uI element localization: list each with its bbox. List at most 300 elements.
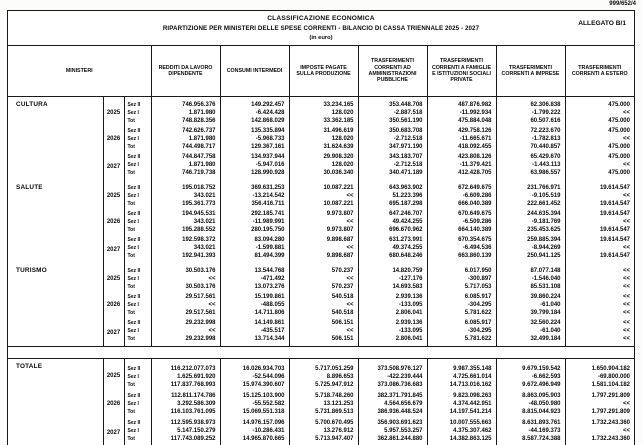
cell-value: 117.743.089.252: [151, 435, 220, 445]
cell-value: -61.040: [496, 301, 565, 309]
cell-value: <<: [565, 427, 634, 435]
cell-value: 540.518: [289, 291, 358, 301]
cell-value: -10.286.431: [220, 427, 289, 435]
cell-value: <<: [565, 109, 634, 117]
table-sheet: [7, 10, 635, 445]
cell-value: 362.861.244.880: [358, 435, 427, 445]
cell-value: -11.989.991: [220, 218, 289, 226]
year-label: 2027: [103, 416, 124, 445]
cell-value: 32.499.184: [496, 335, 565, 347]
cell-value: -6.609.286: [427, 192, 496, 200]
cell-value: 664.140.389: [427, 226, 496, 234]
cell-value: 6.085.917: [427, 317, 496, 327]
row-label: Tot: [124, 143, 151, 151]
cell-value: 15.069.551.318: [220, 408, 289, 416]
cell-value: -304.295: [427, 327, 496, 335]
ministry-name: SALUTE: [16, 184, 43, 191]
cell-value: 373.508.976.127: [358, 359, 427, 374]
cell-value: <<: [289, 192, 358, 200]
cell-value: 112.595.938.973: [151, 416, 220, 427]
cell-value: 244.635.394: [496, 208, 565, 218]
cell-value: 475.000: [565, 125, 634, 135]
cell-value: 5.147.150.279: [151, 427, 220, 435]
cell-value: 128.990.928: [220, 169, 289, 180]
cell-value: 742.626.737: [151, 125, 220, 135]
cell-value: 1.732.243.360: [565, 435, 634, 445]
cell-value: 356.416.711: [220, 200, 289, 208]
allegato-label: ALLEGATO B/1: [578, 20, 626, 27]
cell-value: 128.020: [289, 109, 358, 117]
column-header: TRASFERIMENTI CORRENTI A ESTERO: [565, 46, 634, 97]
year-label: 2025: [103, 97, 124, 126]
cell-value: 475.000: [565, 117, 634, 125]
cell-value: -11.992.934: [427, 109, 496, 117]
cell-value: 19.614.547: [565, 226, 634, 234]
cell-value: 631.273.991: [358, 234, 427, 244]
cell-value: -13.214.542: [220, 192, 289, 200]
cell-value: 149.292.457: [220, 97, 289, 110]
cell-value: <<: [565, 309, 634, 317]
cell-value: -435.517: [220, 327, 289, 335]
cell-value: 30.036.340: [289, 169, 358, 180]
cell-value: 353.448.708: [358, 97, 427, 110]
row-label: Sez I: [124, 244, 151, 252]
cell-value: 192.941.393: [151, 252, 220, 263]
row-label: Tot: [124, 435, 151, 445]
cell-value: 5.717.051.259: [289, 359, 358, 374]
cell-value: <<: [565, 291, 634, 301]
cell-value: 666.040.389: [427, 200, 496, 208]
cell-value: 14.713.016.162: [427, 381, 496, 389]
cell-value: 746.956.376: [151, 97, 220, 110]
cell-value: 3.292.586.309: [151, 400, 220, 408]
cell-value: 4.374.442.951: [427, 400, 496, 408]
cell-value: -5.968.733: [220, 135, 289, 143]
year-label: 2027: [103, 151, 124, 180]
cell-value: 231.766.971: [496, 180, 565, 192]
cell-value: 1.797.291.809: [565, 408, 634, 416]
cell-value: 695.187.298: [358, 200, 427, 208]
ministry-name: CULTURA: [16, 101, 48, 108]
cell-value: 10.087.221: [289, 200, 358, 208]
cell-value: 30.503.176: [151, 283, 220, 291]
row-label: Sez I: [124, 275, 151, 283]
cell-value: 19.614.547: [565, 200, 634, 208]
cell-value: 663.860.139: [427, 252, 496, 263]
cell-value: 13.714.344: [220, 335, 289, 347]
cell-value: 16.026.934.703: [220, 359, 289, 374]
column-header: TRASFERIMENTI CORRENTI A IMPRESE: [496, 46, 565, 97]
cell-value: 134.937.944: [220, 151, 289, 161]
page-subtitle: RIPARTIZIONE PER MINISTERI DELLE SPESE CORRENTI - BILANCIO DI CASSA TRIENNALE 2025 - 2027: [162, 24, 480, 32]
year-label: 2026: [103, 125, 124, 151]
cell-value: 5.700.670.495: [289, 416, 358, 427]
column-header: REDDITI DA LAVORO DIPENDENTE: [151, 46, 220, 97]
row-label: Sez I: [124, 427, 151, 435]
cell-value: -1.546.040: [496, 275, 565, 283]
column-header: TRASFERIMENTI CORRENTI A FAMIGLIE E ISTITUZIONI SOCIALI PRIVATE: [427, 46, 496, 97]
cell-value: -6.509.286: [427, 218, 496, 226]
cell-value: 30.503.176: [151, 263, 220, 275]
column-header: TRASFERIMENTI CORRENTI AD AMMINISTRAZIONI PUBBLICHE: [358, 46, 427, 97]
cell-value: 142.868.029: [220, 117, 289, 125]
cell-value: 65.429.670: [496, 151, 565, 161]
cell-value: 195.288.552: [151, 226, 220, 234]
cell-value: 10.007.555.663: [427, 416, 496, 427]
cell-value: 475.000: [565, 151, 634, 161]
cell-value: 49.374.255: [358, 244, 427, 252]
cell-value: -1.443.113: [496, 161, 565, 169]
cell-value: <<: [289, 327, 358, 335]
title-band: [8, 11, 634, 46]
cell-value: 29.517.561: [151, 291, 220, 301]
cell-value: <<: [565, 135, 634, 143]
cell-value: <<: [289, 244, 358, 252]
cell-value: 135.335.894: [220, 125, 289, 135]
cell-value: 1.871.980: [151, 109, 220, 117]
cell-value: <<: [565, 161, 634, 169]
cell-value: 128.020: [289, 135, 358, 143]
cell-value: 292.185.741: [220, 208, 289, 218]
cell-value: 343.021: [151, 192, 220, 200]
cell-value: -2.712.518: [358, 161, 427, 169]
cell-value: 9.898.687: [289, 234, 358, 244]
cell-value: <<: [151, 275, 220, 283]
cell-value: 32.560.224: [496, 317, 565, 327]
doc-number: 999/652/4: [609, 1, 636, 7]
cell-value: 194.945.531: [151, 208, 220, 218]
cell-value: 116.212.077.073: [151, 359, 220, 374]
cell-value: 2.806.041: [358, 309, 427, 317]
cell-value: 540.518: [289, 309, 358, 317]
cell-value: 9.898.687: [289, 252, 358, 263]
cell-value: 195.018.752: [151, 180, 220, 192]
cell-value: 13.276.912: [289, 427, 358, 435]
cell-value: 129.367.161: [220, 143, 289, 151]
row-label: Sez II: [124, 208, 151, 218]
row-label: Sez II: [124, 359, 151, 374]
cell-value: 506.151: [289, 335, 358, 347]
cell-value: 1.650.904.182: [565, 359, 634, 374]
cell-value: <<: [565, 317, 634, 327]
cell-value: 340.471.189: [358, 169, 427, 180]
year-label: 2027: [103, 234, 124, 263]
cell-value: 13.121.253: [289, 400, 358, 408]
year-label: 2025: [103, 180, 124, 208]
cell-value: 13.544.768: [220, 263, 289, 275]
cell-value: 62.306.838: [496, 97, 565, 110]
cell-value: <<: [565, 192, 634, 200]
cell-value: 744.498.717: [151, 143, 220, 151]
cell-value: 5.731.869.513: [289, 408, 358, 416]
table-header: [8, 46, 634, 97]
cell-value: 429.758.126: [427, 125, 496, 135]
row-label: Sez I: [124, 327, 151, 335]
cell-value: 19.614.547: [565, 252, 634, 263]
row-label: Sez I: [124, 400, 151, 408]
row-label: Sez I: [124, 301, 151, 309]
cell-value: -55.552.582: [220, 400, 289, 408]
cell-value: 14.820.759: [358, 263, 427, 275]
cell-value: <<: [565, 327, 634, 335]
cell-value: 87.077.148: [496, 263, 565, 275]
cell-value: 15.199.861: [220, 291, 289, 301]
cell-value: -6.424.428: [220, 109, 289, 117]
cell-value: 222.661.452: [496, 200, 565, 208]
cell-value: 8.896.653: [289, 373, 358, 381]
cell-value: 14.711.806: [220, 309, 289, 317]
column-header: CONSUMI INTERMEDI: [220, 46, 289, 97]
year-label: 2026: [103, 389, 124, 416]
row-label: Sez II: [124, 151, 151, 161]
spacer-band: [8, 347, 634, 359]
cell-value: 8.863.095.903: [496, 389, 565, 400]
cell-value: -133.095: [358, 327, 427, 335]
row-label: Sez I: [124, 161, 151, 169]
cell-value: <<: [151, 327, 220, 335]
cell-value: 63.986.557: [496, 169, 565, 180]
cell-value: 51.223.396: [358, 192, 427, 200]
row-label: Sez II: [124, 125, 151, 135]
cell-value: 9.823.098.263: [427, 389, 496, 400]
cell-value: 5.713.947.407: [289, 435, 358, 445]
cell-value: 373.086.736.683: [358, 381, 427, 389]
cell-value: 412.428.705: [427, 169, 496, 180]
year-label: 2025: [103, 359, 124, 390]
cell-value: <<: [565, 244, 634, 252]
cell-value: -127.176: [358, 275, 427, 283]
row-label: Sez II: [124, 97, 151, 110]
cell-value: 14.965.870.665: [220, 435, 289, 445]
cell-value: 1.797.291.809: [565, 389, 634, 400]
row-label: Sez II: [124, 389, 151, 400]
year-label: 2025: [103, 263, 124, 291]
cell-value: 1.625.691.920: [151, 373, 220, 381]
row-label: Tot: [124, 200, 151, 208]
table-row: [8, 97, 634, 110]
row-label: Sez I: [124, 192, 151, 200]
ministry-name: TOTALE: [16, 363, 43, 370]
cell-value: 475.000: [565, 97, 634, 110]
cell-value: 39.799.184: [496, 309, 565, 317]
cell-value: 475.000: [565, 169, 634, 180]
table-row: [8, 180, 634, 192]
ministry-section: [8, 359, 634, 445]
cell-value: -52.544.096: [220, 373, 289, 381]
cell-value: 4.564.656.679: [358, 400, 427, 408]
cell-value: 14.382.863.125: [427, 435, 496, 445]
cell-value: 4.375.307.462: [427, 427, 496, 435]
cell-value: -9.105.519: [496, 192, 565, 200]
cell-value: 475.000: [565, 143, 634, 151]
cell-value: 4.725.661.014: [427, 373, 496, 381]
cell-value: 2.806.041: [358, 335, 427, 347]
cell-value: 14.693.583: [358, 283, 427, 291]
cell-value: 350.683.708: [358, 125, 427, 135]
cell-value: -6.662.593: [496, 373, 565, 381]
row-label: Tot: [124, 408, 151, 416]
cell-value: 423.808.126: [427, 151, 496, 161]
cell-value: 19.614.547: [565, 180, 634, 192]
year-label: 2027: [103, 317, 124, 347]
year-label: 2026: [103, 291, 124, 317]
ministry-name: TURISMO: [16, 267, 47, 274]
cell-value: 647.246.707: [358, 208, 427, 218]
cell-value: 487.876.982: [427, 97, 496, 110]
cell-value: -2.712.518: [358, 135, 427, 143]
cell-value: 680.648.246: [358, 252, 427, 263]
cell-value: 343.183.707: [358, 151, 427, 161]
cell-value: -61.040: [496, 327, 565, 335]
cell-value: 116.103.761.095: [151, 408, 220, 416]
cell-value: <<: [289, 275, 358, 283]
cell-value: 670.649.675: [427, 208, 496, 218]
cell-value: 29.232.998: [151, 335, 220, 347]
cell-value: 9.679.159.542: [496, 359, 565, 374]
row-label: Sez II: [124, 180, 151, 192]
cell-value: <<: [289, 218, 358, 226]
cell-value: 117.837.768.993: [151, 381, 220, 389]
cell-value: 8.815.044.923: [496, 408, 565, 416]
cell-value: -1.599.881: [220, 244, 289, 252]
cell-value: 31.624.639: [289, 143, 358, 151]
cell-value: <<: [565, 283, 634, 291]
table-row: [8, 263, 634, 275]
cell-value: -300.897: [427, 275, 496, 283]
cell-value: -422.239.444: [358, 373, 427, 381]
cell-value: 83.094.280: [220, 234, 289, 244]
row-label: Tot: [124, 283, 151, 291]
cell-value: 19.614.547: [565, 234, 634, 244]
cell-value: -133.095: [358, 301, 427, 309]
cell-value: -488.055: [220, 301, 289, 309]
column-header-ministeri: MINISTERI: [8, 46, 151, 97]
cell-value: 192.598.372: [151, 234, 220, 244]
cell-value: <<: [289, 301, 358, 309]
column-header: IMPOSTE PAGATE SULLA PRODUZIONE: [289, 46, 358, 97]
cell-value: 9.987.355.148: [427, 359, 496, 374]
cell-value: <<: [151, 301, 220, 309]
table-row: [8, 359, 634, 374]
cell-value: -44.169.373: [496, 427, 565, 435]
spacer-cell: [8, 347, 634, 359]
cell-value: 475.884.048: [427, 117, 496, 125]
cell-value: 418.092.455: [427, 143, 496, 151]
cell-value: 5.718.748.260: [289, 389, 358, 400]
cell-value: -304.295: [427, 301, 496, 309]
cell-value: 70.440.857: [496, 143, 565, 151]
row-label: Sez II: [124, 291, 151, 301]
cell-value: 10.087.221: [289, 180, 358, 192]
cell-value: 343.021: [151, 244, 220, 252]
cell-value: 15.125.103.900: [220, 389, 289, 400]
budget-table: [8, 46, 634, 445]
cell-value: 5.781.622: [427, 309, 496, 317]
row-label: Sez II: [124, 263, 151, 275]
cell-value: 29.232.998: [151, 317, 220, 327]
cell-value: 347.971.190: [358, 143, 427, 151]
cell-value: -6.494.536: [427, 244, 496, 252]
cell-value: 195.361.773: [151, 200, 220, 208]
row-label: Sez II: [124, 234, 151, 244]
cell-value: 29.908.320: [289, 151, 358, 161]
year-label: 2026: [103, 208, 124, 234]
cell-value: 9.973.807: [289, 226, 358, 234]
cell-value: 5.781.622: [427, 335, 496, 347]
cell-value: <<: [565, 301, 634, 309]
cell-value: 696.670.962: [358, 226, 427, 234]
cell-value: 72.223.670: [496, 125, 565, 135]
ministry-section: [8, 263, 634, 347]
ministry-section: [8, 180, 634, 263]
cell-value: 33.234.165: [289, 97, 358, 110]
cell-value: 343.021: [151, 218, 220, 226]
cell-value: 39.860.224: [496, 291, 565, 301]
cell-value: -11.379.421: [427, 161, 496, 169]
cell-value: -9.181.769: [496, 218, 565, 226]
cell-value: 643.963.902: [358, 180, 427, 192]
cell-value: 60.507.616: [496, 117, 565, 125]
row-label: Tot: [124, 169, 151, 180]
cell-value: 31.496.619: [289, 125, 358, 135]
cell-value: 369.631.253: [220, 180, 289, 192]
cell-value: 1.871.980: [151, 161, 220, 169]
row-label: Sez II: [124, 317, 151, 327]
cell-value: <<: [565, 263, 634, 275]
cell-value: 14.197.541.214: [427, 408, 496, 416]
cell-value: 382.371.791.845: [358, 389, 427, 400]
cell-value: 350.561.190: [358, 117, 427, 125]
cell-value: 748.828.356: [151, 117, 220, 125]
cell-value: <<: [565, 400, 634, 408]
ministry-section: [8, 97, 634, 181]
cell-value: <<: [565, 218, 634, 226]
cell-value: <<: [565, 335, 634, 347]
row-label: Sez II: [124, 416, 151, 427]
cell-value: 112.811.174.786: [151, 389, 220, 400]
cell-value: -471.492: [220, 275, 289, 283]
cell-value: 2.939.136: [358, 317, 427, 327]
currency-note: (in euro): [309, 34, 333, 41]
row-label: Tot: [124, 309, 151, 317]
cell-value: 1.871.980: [151, 135, 220, 143]
row-label: Sez I: [124, 218, 151, 226]
cell-value: 259.885.394: [496, 234, 565, 244]
cell-value: 8.631.893.761: [496, 416, 565, 427]
page-title: CLASSIFICAZIONE ECONOMICA: [267, 15, 375, 22]
cell-value: 13.073.276: [220, 283, 289, 291]
cell-value: 6.085.917: [427, 291, 496, 301]
cell-value: 29.517.561: [151, 309, 220, 317]
row-label: Sez I: [124, 373, 151, 381]
row-label: Tot: [124, 226, 151, 234]
row-label: Sez I: [124, 135, 151, 143]
cell-value: 1.732.243.360: [565, 416, 634, 427]
cell-value: 5.725.947.912: [289, 381, 358, 389]
row-label: Tot: [124, 335, 151, 347]
cell-value: -5.947.016: [220, 161, 289, 169]
cell-value: 570.237: [289, 283, 358, 291]
row-label: Tot: [124, 381, 151, 389]
cell-value: -2.887.518: [358, 109, 427, 117]
cell-value: 19.614.547: [565, 208, 634, 218]
cell-value: 6.017.950: [427, 263, 496, 275]
cell-value: 744.847.758: [151, 151, 220, 161]
cell-value: <<: [565, 275, 634, 283]
cell-value: 9.973.807: [289, 208, 358, 218]
cell-value: 81.494.399: [220, 252, 289, 263]
row-label: Tot: [124, 252, 151, 263]
